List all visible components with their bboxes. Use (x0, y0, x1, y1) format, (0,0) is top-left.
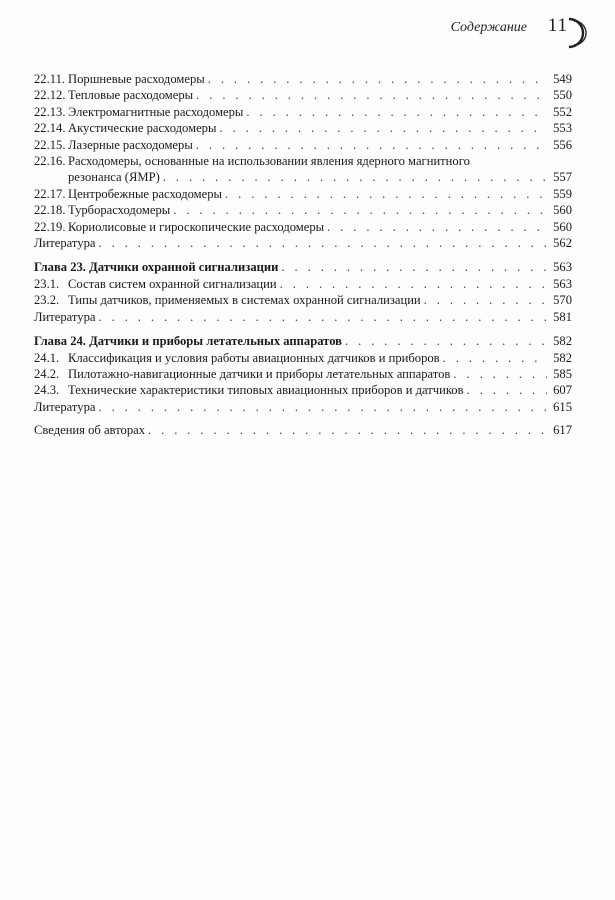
page-header (0, 14, 615, 54)
toc-entry-23-1[interactable] (34, 276, 572, 292)
entry-number: 23.2. (34, 293, 60, 308)
table-of-contents (34, 71, 572, 439)
entry-number: 24.2. (34, 366, 60, 381)
page-number: 11 (547, 15, 568, 36)
entry-page: 550 (553, 88, 572, 103)
leader-dots (281, 259, 547, 275)
entry-title: Пилотажно-навигационные датчики и приборы летательных аппаратов (68, 366, 451, 381)
entry-title: Литература (34, 309, 96, 324)
leader-dots (173, 202, 547, 218)
toc-entry-ch22-literature[interactable] (34, 235, 572, 251)
entry-title-line2: резонанса (ЯМР) (68, 170, 160, 185)
entry-page: 570 (553, 293, 572, 308)
entry-page: 553 (553, 121, 572, 136)
entry-number: 22.11. (34, 72, 66, 86)
entry-number: 22.17. (34, 186, 66, 201)
toc-entry-24-3[interactable] (34, 382, 572, 398)
entry-number: 22.14. (34, 121, 66, 136)
leader-dots (443, 350, 547, 366)
entry-number: 22.12. (34, 88, 66, 103)
toc-entry-ch23-literature[interactable] (34, 309, 572, 325)
spacer (34, 325, 572, 333)
toc-entry-24-2[interactable] (34, 366, 572, 382)
leader-dots (98, 399, 547, 415)
leader-dots (219, 120, 547, 136)
entry-title: Литература (34, 399, 96, 414)
entry-title: Электромагнитные расходомеры (68, 104, 244, 119)
leader-dots (98, 309, 547, 325)
toc-entry-22-14[interactable] (34, 120, 572, 136)
toc-entry-22-13[interactable] (34, 104, 572, 120)
entry-title-line1: Расходомеры, основанные на использовании явления ядерного магнитного (68, 154, 470, 169)
entry-number: 22.18. (34, 203, 66, 218)
leader-dots (246, 104, 547, 120)
entry-number: 22.19. (34, 219, 66, 234)
entry-number: 23.1. (34, 276, 60, 291)
leader-dots (196, 137, 547, 153)
entry-page: 560 (553, 219, 572, 234)
decorative-arcs-icon (565, 16, 587, 50)
entry-number: 22.16. (34, 154, 66, 169)
entry-number: 22.13. (34, 104, 66, 119)
entry-number: 22.15. (34, 137, 66, 152)
toc-entry-22-16[interactable] (34, 153, 572, 186)
entry-page: 549 (553, 72, 572, 86)
entry-page: 557 (553, 170, 572, 185)
leader-dots (148, 422, 547, 438)
leader-dots (424, 292, 547, 308)
entry-page: 560 (553, 203, 572, 218)
entry-page: 582 (553, 350, 572, 365)
entry-page: 581 (553, 309, 572, 324)
toc-chapter-23[interactable] (34, 259, 572, 275)
entry-title: Сведения об авторах (34, 423, 146, 438)
toc-entry-22-11[interactable] (34, 71, 572, 87)
entry-page: 562 (553, 236, 572, 251)
leader-dots (196, 87, 547, 103)
leader-dots (98, 235, 547, 251)
entry-title: Поршневые расходомеры (68, 72, 205, 86)
entry-number: 24.1. (34, 350, 60, 365)
entry-title: Состав систем охранной сигнализации (68, 276, 277, 291)
entry-page: 582 (553, 334, 572, 349)
running-title: Содержание (450, 20, 527, 35)
toc-entry-24-1[interactable] (34, 350, 572, 366)
leader-dots (225, 186, 547, 202)
entry-title: Турборасходомеры (68, 203, 171, 218)
entry-title: Центробежные расходомеры (68, 186, 222, 201)
toc-entry-22-17[interactable] (34, 186, 572, 202)
leader-dots (327, 219, 547, 235)
chapter-title: Глава 24. Датчики и приборы летательных аппаратов (34, 334, 342, 349)
entry-page: 559 (553, 186, 572, 201)
entry-title: Классификация и условия работы авиационных датчиков и приборов (68, 350, 440, 365)
entry-title: Акустические расходомеры (68, 121, 217, 136)
entry-title: Кориолисовые и гироскопические расходомеры (68, 219, 325, 234)
spacer (34, 415, 572, 422)
leader-dots (280, 276, 547, 292)
toc-chapter-24[interactable] (34, 333, 572, 349)
entry-page: 615 (553, 399, 572, 414)
entry-title: Тепловые расходомеры (68, 88, 194, 103)
chapter-title: Глава 23. Датчики охранной сигнализации (34, 260, 279, 275)
entry-page: 585 (553, 366, 572, 381)
leader-dots (467, 382, 547, 398)
toc-entry-22-18[interactable] (34, 202, 572, 218)
toc-entry-ch24-literature[interactable] (34, 399, 572, 415)
entry-page: 552 (553, 104, 572, 119)
entry-page: 607 (553, 383, 572, 398)
entry-page: 563 (553, 276, 572, 291)
toc-entry-authors[interactable] (34, 422, 572, 438)
entry-title: Типы датчиков, применяемых в системах охранной сигнализации (68, 293, 421, 308)
entry-page: 563 (553, 260, 572, 275)
entry-page: 617 (553, 423, 572, 438)
leader-dots (208, 71, 547, 87)
entry-title: Технические характеристики типовых авиационных приборов и датчиков (68, 383, 464, 398)
entry-title: Литература (34, 236, 96, 251)
toc-entry-22-15[interactable] (34, 137, 572, 153)
toc-entry-23-2[interactable] (34, 292, 572, 308)
toc-entry-22-19[interactable] (34, 219, 572, 235)
entry-number: 24.3. (34, 383, 60, 398)
entry-title: Лазерные расходомеры (68, 137, 193, 152)
leader-dots (345, 333, 547, 349)
leader-dots (453, 366, 547, 382)
spacer (34, 251, 572, 259)
leader-dots (163, 169, 547, 185)
toc-entry-22-12[interactable] (34, 87, 572, 103)
entry-page: 556 (553, 137, 572, 152)
